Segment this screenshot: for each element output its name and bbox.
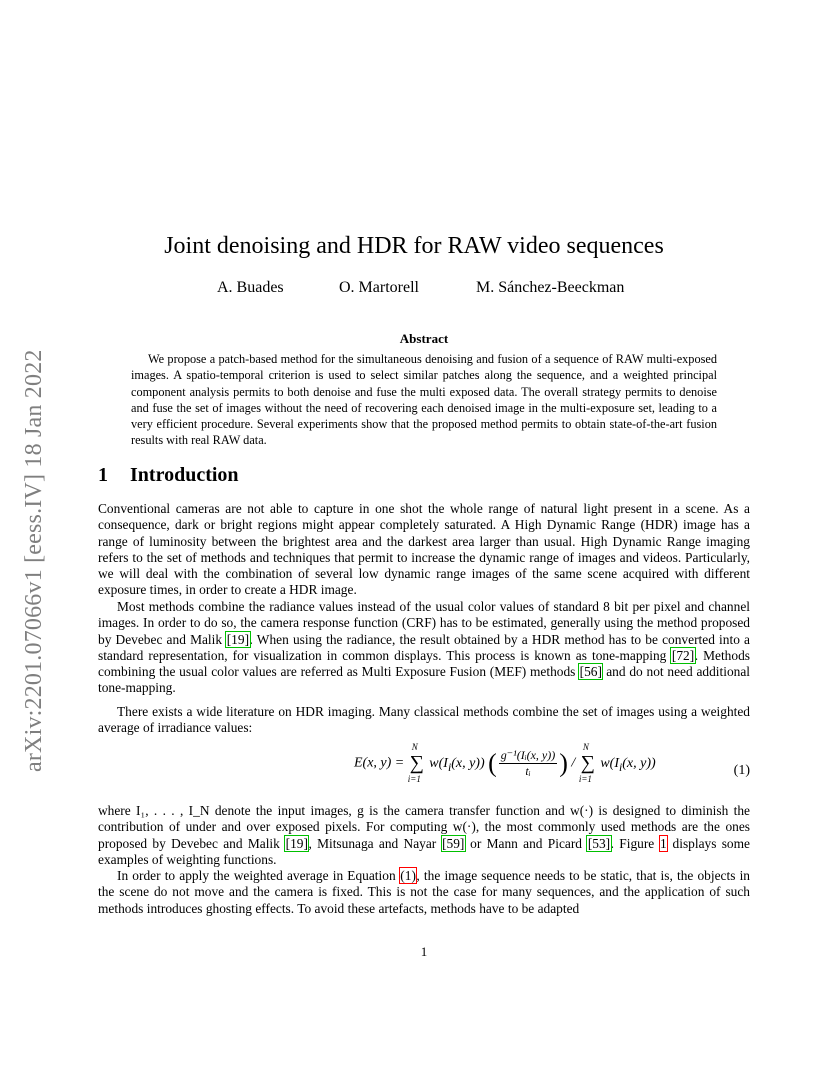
section-number: 1	[98, 464, 108, 486]
para4-text-a: where I₁, . . . , I_N denote the input images, g is the camera transfer function and w(·) is designed to diminish the contribution of under and over exposed pixels. For computing w(·), the most commonly used methods are the ones proposed by Devebec and Malik	[98, 803, 750, 851]
intro-paragraph-4	[98, 803, 750, 868]
sum-upper-limit: N	[411, 742, 418, 752]
abstract-heading: Abstract	[399, 331, 449, 346]
figure-ref-link[interactable]: 1	[660, 835, 667, 851]
section-heading	[98, 464, 239, 487]
para2-text-c: . Methods combining the usual color values are referred as Multi Exposure Fusion (MEF) methods	[98, 647, 750, 680]
equation-1	[98, 742, 750, 792]
sum-lower-limit: i=1	[407, 774, 421, 784]
summation-symbol: ∑ N i=1	[407, 742, 424, 784]
para4-text-d: . Figure	[610, 835, 660, 851]
para4-text-b: , Mitsunaga and Nayar	[308, 835, 442, 851]
intro-paragraph-1	[98, 501, 750, 599]
division-slash: /	[571, 755, 576, 771]
paragraph-text: There exists a wide literature on HDR imaging. Many classical methods combine the set of images using a weighted average of irradiance values:	[98, 704, 750, 736]
para4-text-e: displays some examples of weighting functions.	[98, 835, 750, 867]
intro-paragraph-5	[98, 868, 750, 917]
citation-link[interactable]: [59]	[442, 835, 465, 851]
equation-expression: E(x, y) = ∑ N i=1 $w(I_i(x$, y)) ( $\frac{\text{g⁻¹(Iᵢ(x, y))}}{\text{tᵢ}}$ ) / ∑ N i=1 $w(I_i(x$, y))	[354, 742, 656, 784]
equation-number: (1)	[733, 763, 750, 778]
para2-text-b: . When using the radiance, the result obtained by a HDR method has to be converted into a standard representation, for visualization in common displays. This process is known as tone-mapping	[98, 631, 750, 663]
para5-text-b: , the image sequence needs to be static, that is, the objects in the scene do not move and the camera is fixed. This is not the case for many sequences, and the application of such methods introduces ghosting effects. To avoid these artefacts, methods have to be adapted	[98, 868, 750, 916]
para2-text-a: Most methods combine the radiance values instead of the usual color values of standard 8 bit per pixel and channel images. In order to do so, the camera response function (CRF) has to be estimated, generally using the method proposed by Devebec and Malik	[98, 599, 750, 647]
weight-term: $w(I_i(x$, y))	[600, 755, 656, 774]
paper-title: Joint denoising and HDR for RAW video sequences	[164, 233, 664, 259]
sum-lower-limit: i=1	[578, 774, 592, 784]
arxiv-side-label	[17, 290, 51, 772]
intro-paragraph-2	[98, 599, 750, 697]
author-2: O. Martorell	[339, 279, 419, 296]
citation-link[interactable]: [19]	[226, 631, 250, 647]
paragraph-text: Conventional cameras are not able to capture in one shot the whole range of natural light present in a scene. As a consequence, dark or bright regions might appear completely saturated. A High Dynamic Range (HDR) image has a range of luminosity between the brightest area and the darkest area larger than usual. High Dynamic Range imaging refers to the set of methods and techniques that permit to increase the dynamic range of images and videos. Particularly, we will deal with the combination of several low dynamic range images of the same scene acquired with different exposure times, in order to create a HDR image.	[98, 501, 750, 598]
sum-upper-limit: N	[582, 742, 589, 752]
citation-link[interactable]: [19]	[285, 835, 308, 851]
weight-term: $w(I_i(x$, y))	[429, 755, 485, 774]
para2-text-d: and do not need additional tone-mapping.	[98, 664, 750, 696]
citation-link[interactable]: [53]	[587, 835, 611, 851]
citation-link[interactable]: [56]	[579, 664, 602, 680]
para4-text-c: or Mann and Picard	[464, 835, 588, 851]
intro-paragraph-3	[98, 704, 750, 737]
summation-symbol: ∑ N i=1	[578, 742, 595, 784]
arxiv-identifier: arXiv:2201.07066v1 [eess.IV] 18 Jan 2022	[21, 349, 47, 772]
equation-lhs: E(x, y) =	[354, 755, 405, 771]
section-title: Introduction	[130, 464, 239, 486]
author-1: A. Buades	[217, 279, 284, 296]
equation-ref-link[interactable]: (1)	[400, 868, 416, 883]
page-number: 1	[420, 944, 428, 959]
author-3: M. Sánchez-Beeckman	[476, 279, 625, 296]
citation-link[interactable]: [72]	[671, 647, 695, 663]
radiance-fraction: $\frac{\text{g⁻¹(Iᵢ(x, y))}}{\text{tᵢ}}$	[500, 748, 556, 778]
abstract-text: We propose a patch-based method for the simultaneous denoising and fusion of a sequence of RAW multi-exposed images. A spatio-temporal criterion is used to select similar patches along the sequence, and a weighted principal component analysis permits to both denoise and fuse the multi exposed data. The overall strategy permits to denoise and fuse the set of images without the need of recovering each denoised image in the multi-exposure set, leading to a very efficient procedure. Several experiments show that the proposed method permits to obtain state-of-the-art fusion results with real RAW data.	[131, 352, 717, 448]
para5-text-a: In order to apply the weighted average in Equation	[117, 868, 400, 883]
